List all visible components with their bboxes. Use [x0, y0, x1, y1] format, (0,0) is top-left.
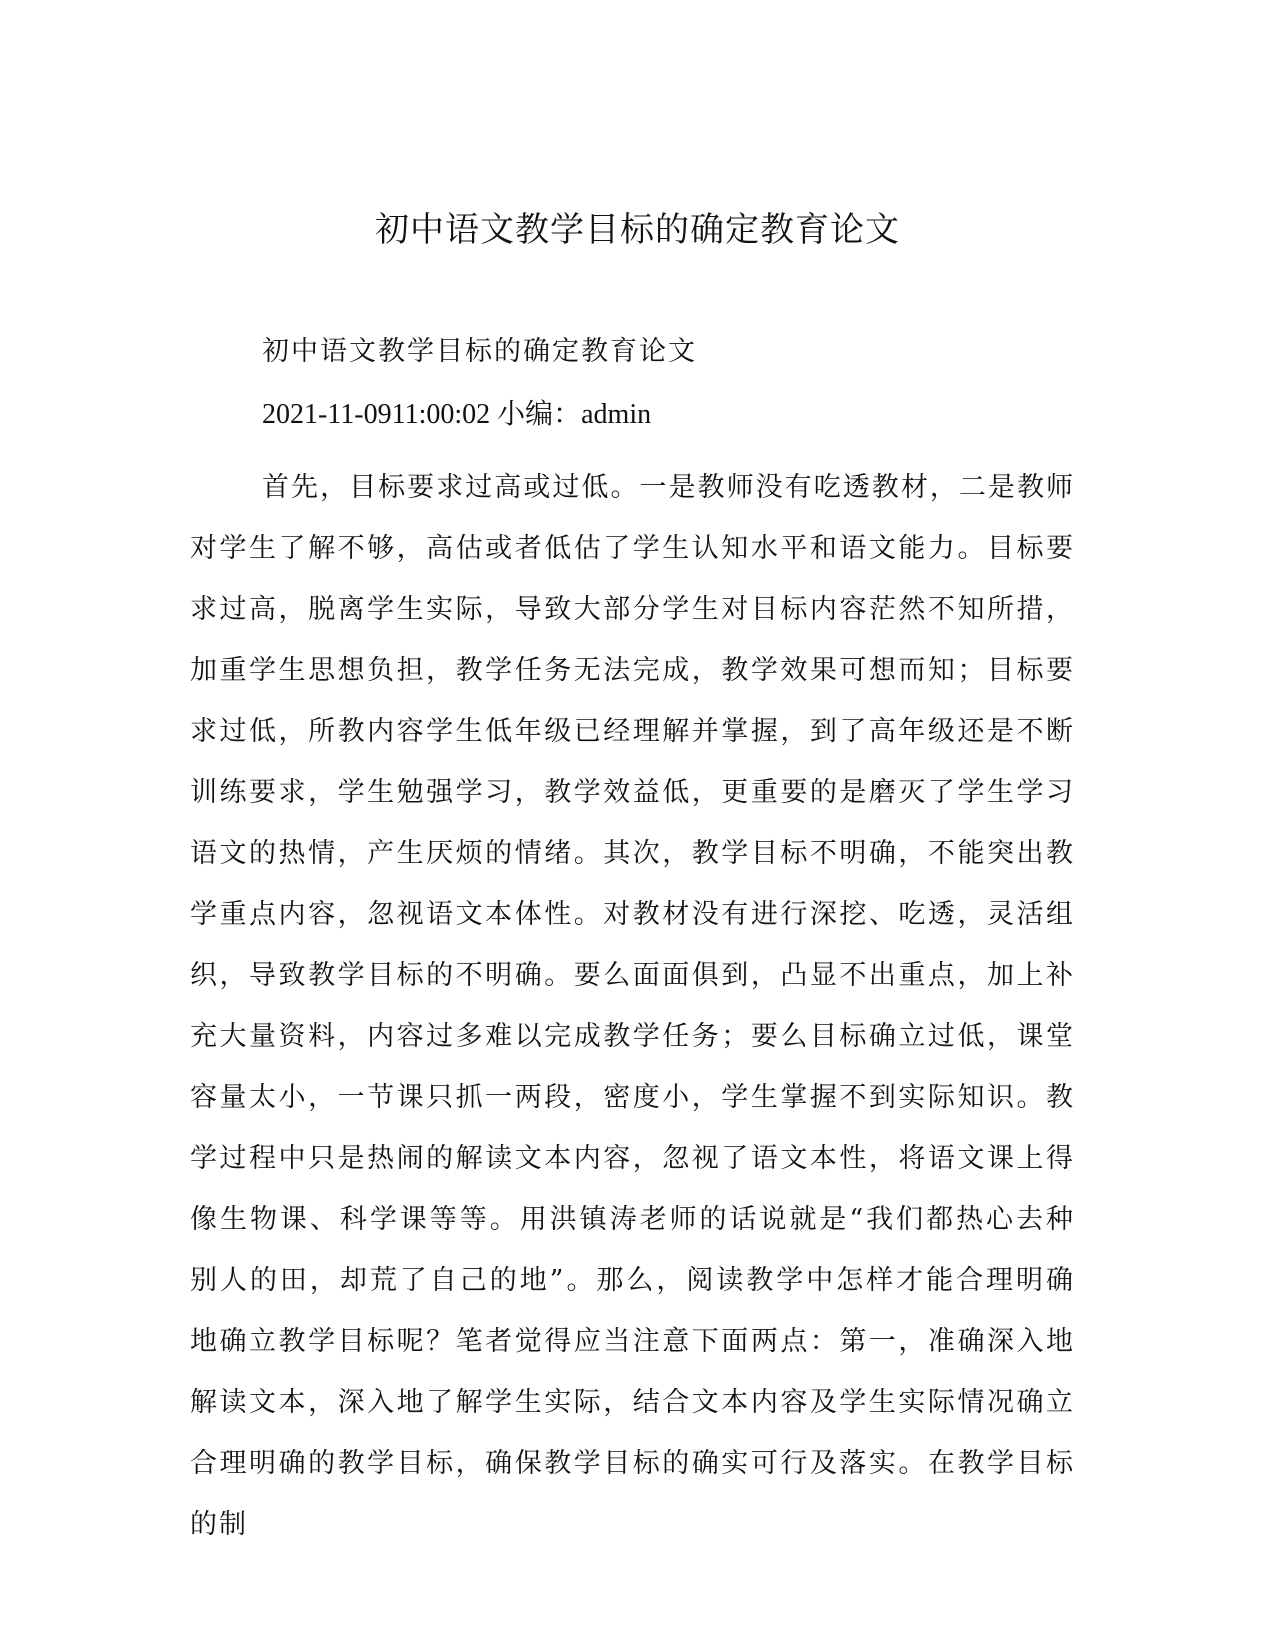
body-paragraph: 首先，目标要求过高或过低。一是教师没有吃透教材，二是教师对学生了解不够，高估或者低估了学生认知水平和语文能力。目标要求过高，脱离学生实际，导致大部分学生对目标内容茫然不知所措，加重学生思想负担，教学任务无法完成，教学效果可想而知；目标要求过低，所教内容学生低年级已经理解并掌握，到了高年级还是不断训练要求，学生勉强学习，教学效益低，更重要的是磨灭了学生学习语文的热情，产生厌烦的情绪。其次，教学目标不明确，不能突出教学重点内容，忽视语文本体性。对教材没有进行深挖、吃透，灵活组织，导致教学目标的不明确。要么面面俱到，凸显不出重点，加上补充大量资料，内容过多难以完成教学任务；要么目标确立过低，课堂容量太小，一节课只抓一两段，密度小，学生掌握不到实际知识。教学过程中只是热闹的解读文本内容，忽视了语文本性，将语文课上得像生物课、科学课等等。用洪镇涛老师的话说就是“我们都热心去种别人的田，却荒了自己的地”。那么，阅读教学中怎样才能合理明确地确立教学目标呢？笔者觉得应当注意下面两点：第一，准确深入地解读文本，深入地了解学生实际，结合文本内容及学生实际情况确立合理明确的教学目标，确保教学目标的确实可行及落实。在教学目标的制 — [190, 472, 1075, 1540]
document-title: 初中语文教学目标的确定教育论文 — [375, 210, 900, 250]
document-subtitle: 初中语文教学目标的确定教育论文 — [262, 336, 697, 367]
date-author-line: 2021-11-0911:00:02 小编：admin — [262, 399, 652, 430]
